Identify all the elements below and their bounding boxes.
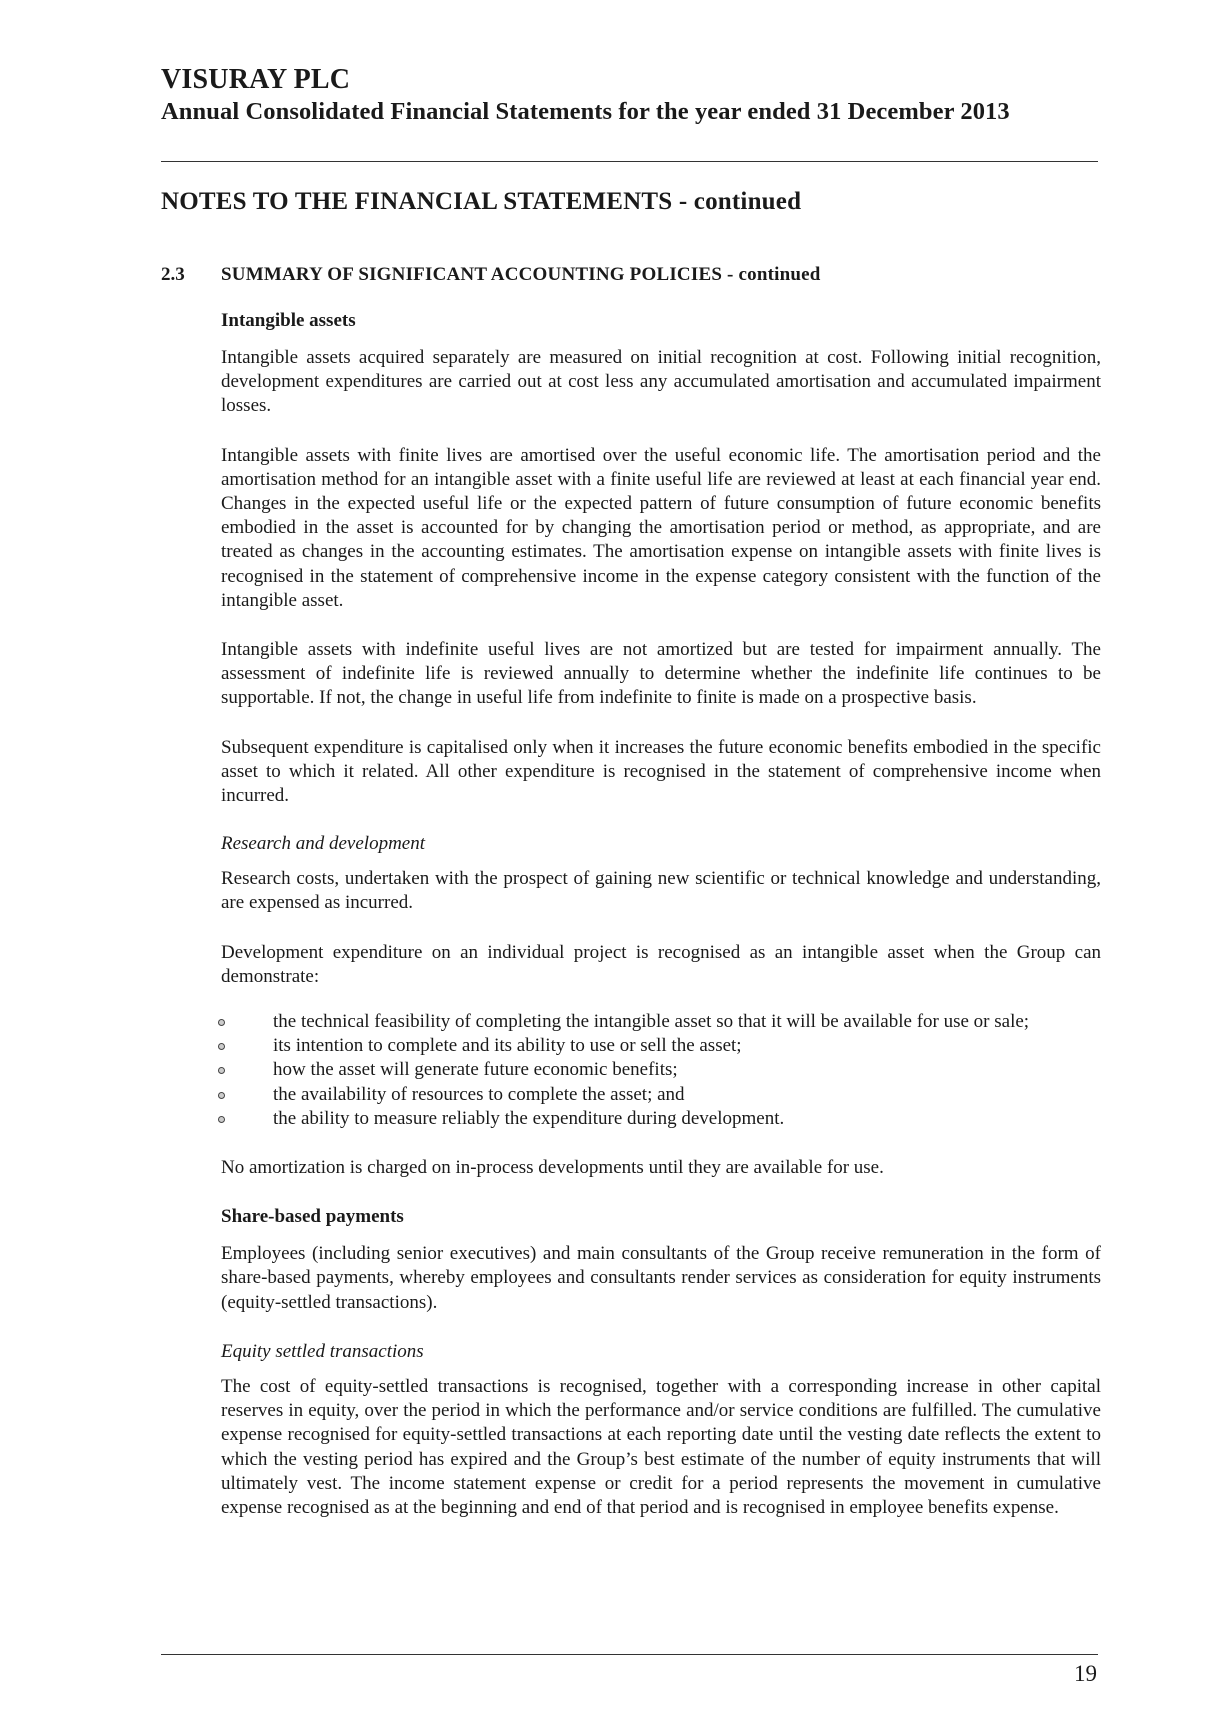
paragraph: Intangible assets with finite lives are amortised over the useful economic life. The amortisation period and the amortisation method for an intangible asset with a finite useful life are reviewed at least at each financial year end. Changes in the expected useful life or the expected pattern of future consumption of future economic benefits embodied in the asset is accounted for by changing the amortisation period or method, as appropriate, and are treated as changes in the accounting estimates. The amortisation expense on intangible assets with finite lives is recognised in the statement of comprehensive income in the expense category consistent with the function of the intangible asset. — [221, 444, 1101, 611]
intangible-assets-heading: Intangible assets — [221, 310, 356, 331]
bullet-icon — [218, 1019, 225, 1026]
footer-divider — [161, 1654, 1098, 1655]
list-item-text: the ability to measure reliably the expenditure during development. — [273, 1107, 785, 1129]
list-item-text: its intention to complete and its ability to use or sell the asset; — [273, 1035, 742, 1057]
equity-settled-heading: Equity settled transactions — [221, 1340, 424, 1362]
notes-title: NOTES TO THE FINANCIAL STATEMENTS - continued — [161, 188, 802, 215]
bullet-icon — [218, 1067, 225, 1074]
list-item — [218, 1083, 1101, 1107]
paragraph: Research costs, undertaken with the prospect of gaining new scientific or technical knowledge and understanding, are expensed as incurred. — [221, 868, 1101, 914]
paragraph: Development expenditure on an individual project is recognised as an intangible asset when the Group can demonstrate: — [221, 941, 1101, 987]
bullet-icon — [218, 1116, 225, 1123]
list-item-text: how the asset will generate future economic benefits; — [273, 1059, 678, 1081]
paragraph: The cost of equity-settled transactions is recognised, together with a corresponding increase in other capital reserves in equity, over the period in which the performance and/or service conditions are fulfilled. The cumulative expense recognised for equity-settled transactions at each reporting date until the vesting date reflects the extent to which the vesting period has expired and the Group’s best estimate of the number of equity instruments that will ultimately vest. The income statement expense or credit for a period represents the movement in cumulative expense recognised as at the beginning and end of that period and is recognised in employee benefits expense. — [221, 1375, 1101, 1518]
paragraph: No amortization is charged on in-process developments until they are available for use. — [221, 1157, 884, 1179]
paragraph: Employees (including senior executives) and main consultants of the Group receive remuneration in the form of share-based payments, whereby employees and consultants render services as consideration for equity instruments (equity-settled transactions). — [221, 1243, 1101, 1313]
body-content — [221, 309, 1101, 1545]
bullet-icon — [218, 1092, 225, 1099]
criteria-list — [218, 1010, 1101, 1131]
header-divider — [161, 161, 1098, 162]
paragraph: Intangible assets with indefinite useful lives are not amortized but are tested for impairment annually. The assessment of indefinite life is reviewed annually to determine whether the indefinite life continues to be supportable. If not, the change in useful life from indefinite to finite is made on a prospective basis. — [221, 639, 1101, 709]
paragraph: Subsequent expenditure is capitalised only when it increases the future economic benefits embodied in the specific asset to which it related. All other expenditure is recognised in the statement of comprehensive income when incurred. — [221, 736, 1101, 807]
bullet-icon — [218, 1043, 225, 1050]
section-number: 2.3 — [161, 264, 185, 285]
page-number: 19 — [1074, 1661, 1097, 1686]
share-based-payments-heading: Share-based payments — [221, 1206, 404, 1228]
list-item — [218, 1107, 1101, 1131]
document-title: Annual Consolidated Financial Statements for the year ended 31 December 2013 — [161, 98, 1010, 125]
section-title: SUMMARY OF SIGNIFICANT ACCOUNTING POLICIES - continued — [221, 264, 821, 285]
list-item — [218, 1010, 1101, 1034]
list-item — [218, 1034, 1101, 1058]
company-name: VISURAY PLC — [161, 64, 351, 95]
list-item-text: the technical feasibility of completing the intangible asset so that it will be available for use or sale; — [273, 1011, 1030, 1033]
paragraph: Intangible assets acquired separately are measured on initial recognition at cost. Following initial recognition, development expenditures are carried out at cost less any accumulated amortisation and accumulated impairment losses. — [221, 347, 1101, 417]
list-item-text: the availability of resources to complete the asset; and — [273, 1083, 685, 1105]
list-item — [218, 1058, 1101, 1082]
research-development-heading: Research and development — [221, 833, 425, 855]
